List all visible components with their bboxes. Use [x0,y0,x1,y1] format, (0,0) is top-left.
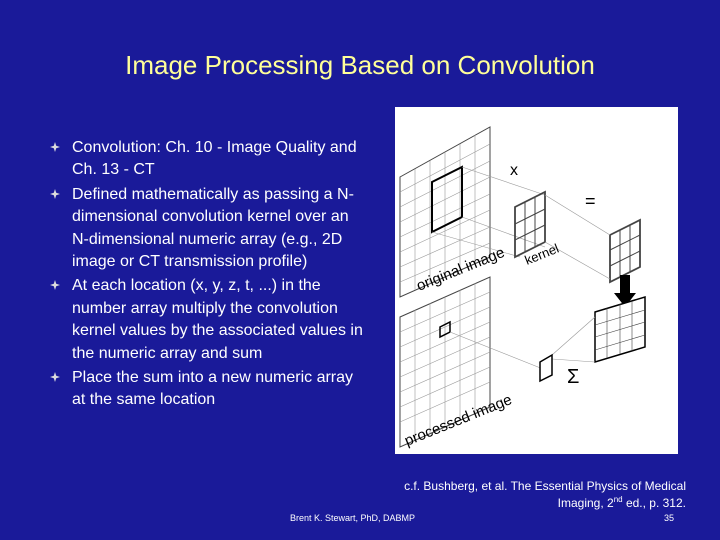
bullet-text: Defined mathematically as passing a N-dimensional convolution kernel over an N-dimensional numeric array (e.g., 2D image or CT transmission profile) [72,185,354,271]
processed-image-label: processed image [402,391,515,450]
kernel-label: kernel [522,240,561,268]
page-number: 35 [664,513,675,523]
citation-edition-sup: nd [613,495,623,504]
bullet-item [50,184,365,274]
convolution-diagram [395,107,678,454]
citation-line-1: c.f. Bushberg, et al. The Essential Physics of Medical [404,479,686,493]
diamond-bullet-icon [50,142,60,152]
footer-author: Brent K. Stewart, PhD, DABMP [290,513,416,523]
convolution-diagram-svg [395,107,678,454]
diamond-bullet-icon [50,372,60,382]
bullet-text: Convolution: Ch. 10 - Image Quality and Ch. 13 - CT [72,139,357,179]
bullet-item [50,137,365,182]
citation-line-2 [400,495,686,512]
sum-symbol: Σ [567,366,580,388]
diamond-bullet-icon [50,280,60,290]
citation [400,478,686,512]
slide-title: Image Processing Based on Convolution [125,50,595,80]
bullet-item [50,367,365,412]
equals-symbol: = [585,191,596,211]
diamond-bullet-icon [50,189,60,199]
bullet-item [50,275,365,365]
citation-line-2-post: ed., p. 312. [622,496,686,510]
citation-line-2-pre: Imaging, 2 [557,496,614,510]
sum-lines [552,317,595,362]
sum-cell [540,355,552,381]
bullet-list [50,137,365,414]
multiply-symbol: x [510,162,518,179]
kernel-window [432,167,462,232]
bullet-text: Place the sum into a new numeric array at the same location [72,369,354,409]
result-block [595,297,645,362]
original-image-label: original image [414,243,508,295]
bullet-text: At each location (x, y, z, t, ...) in the number array multiply the convolution kernel values by the associated values in the numeric array and sum [72,277,363,362]
